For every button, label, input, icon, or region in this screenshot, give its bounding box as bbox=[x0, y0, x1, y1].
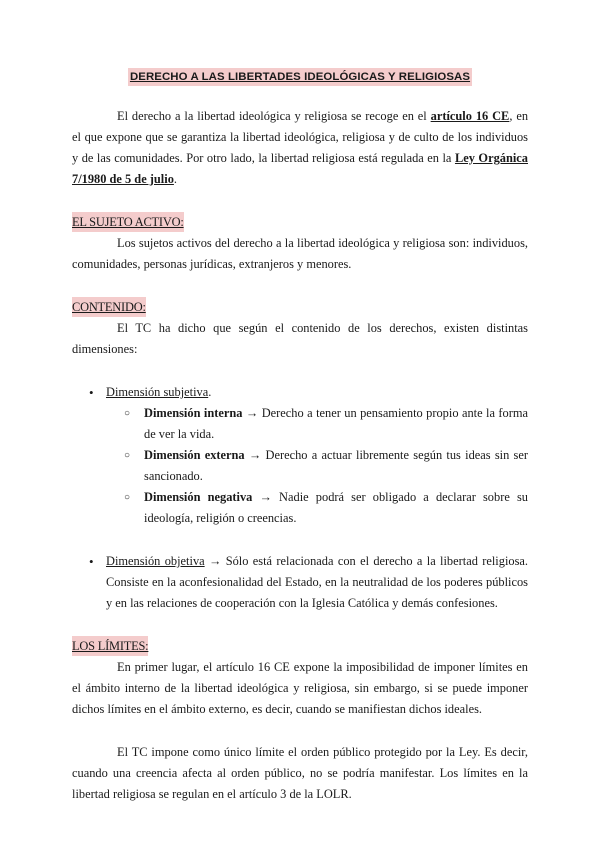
intro-text-2: , en el que expone que se garantiza la libertad ideológica, religiosa y de culto de los individuos y de las comunidades. Por otro lado, la libertad religiosa está regulada en la bbox=[72, 109, 529, 165]
document-page bbox=[72, 68, 528, 805]
intro-text-3: . bbox=[173, 172, 177, 186]
dimension-negativa-term: Dimensión negativa bbox=[144, 490, 253, 504]
section-heading-limites: LOS LÍMITES: bbox=[72, 636, 148, 656]
dimension-interna-term: Dimensión interna bbox=[144, 406, 243, 420]
intro-text-1: El derecho a la libertad ideológica y religiosa se recoge en el bbox=[117, 109, 431, 123]
document-title: DERECHO A LAS LIBERTADES IDEOLÓGICAS Y RELIGIOSAS bbox=[128, 68, 472, 86]
section-heading-contenido: CONTENIDO: bbox=[72, 297, 146, 317]
dimension-externa-desc: → Derecho a actuar libremente según tus ideas sin ser sancionado. bbox=[144, 448, 528, 483]
dimension-negativa-desc: → Nadie podrá ser obligado a declarar sobre su ideología, religión o creencias. bbox=[144, 490, 528, 525]
dimension-externa-term: Dimensión externa bbox=[144, 448, 245, 462]
sujeto-paragraph: Los sujetos activos del derecho a la libertad ideológica y religiosa son: individuos, comunidades, personas jurídicas, extranjeros y menores. bbox=[72, 236, 528, 271]
article-16-ce-reference: artículo 16 CE bbox=[430, 109, 510, 123]
subjetiva-sublist bbox=[106, 403, 528, 529]
list-item-interna bbox=[144, 403, 528, 445]
dimension-subjetiva-label: Dimensión subjetiva bbox=[106, 385, 209, 399]
dimension-list bbox=[72, 382, 528, 614]
list-item-subjetiva bbox=[106, 382, 528, 529]
limites-paragraph-2: El TC impone como único límite el orden público protegido por la Ley. Es decir, cuando una creencia afecta al orden público, no se podría manifestar. Los límites en la libertad religiosa se regulan en el artículo 3 de la LOLR. bbox=[72, 745, 528, 801]
list-item-objetiva bbox=[106, 551, 528, 614]
dimension-subjetiva-suffix: . bbox=[208, 385, 212, 399]
list-item-negativa bbox=[144, 487, 528, 529]
limites-paragraph-1: En primer lugar, el artículo 16 CE expone la imposibilidad de imponer límites en el ámbito interno de la libertad ideológica y religiosa, sin embargo, si se puede imponer dichos límites en el ámbito externo, es decir, cuando se manifiestan dichos ideales. bbox=[72, 660, 528, 716]
section-heading-sujeto: EL SUJETO ACTIVO: bbox=[72, 212, 184, 232]
dimension-interna-desc: → Derecho a tener un pensamiento propio ante la forma de ver la vida. bbox=[144, 406, 528, 441]
dimension-objetiva-desc: → Sólo está relacionada con el derecho a la libertad religiosa. Consiste en la aconfesionalidad del Estado, en la neutralidad de los poderes públicos y en las relaciones de cooperación con la Iglesia Católica y demás confesiones. bbox=[106, 554, 529, 610]
list-item-externa bbox=[144, 445, 528, 487]
contenido-paragraph: El TC ha dicho que según el contenido de los derechos, existen distintas dimensiones: bbox=[72, 321, 528, 356]
intro-paragraph bbox=[72, 106, 528, 190]
dimension-objetiva-label: Dimensión objetiva bbox=[106, 554, 205, 568]
ley-organica-reference: Ley Orgánica 7/1980 de 5 de julio bbox=[72, 151, 528, 186]
